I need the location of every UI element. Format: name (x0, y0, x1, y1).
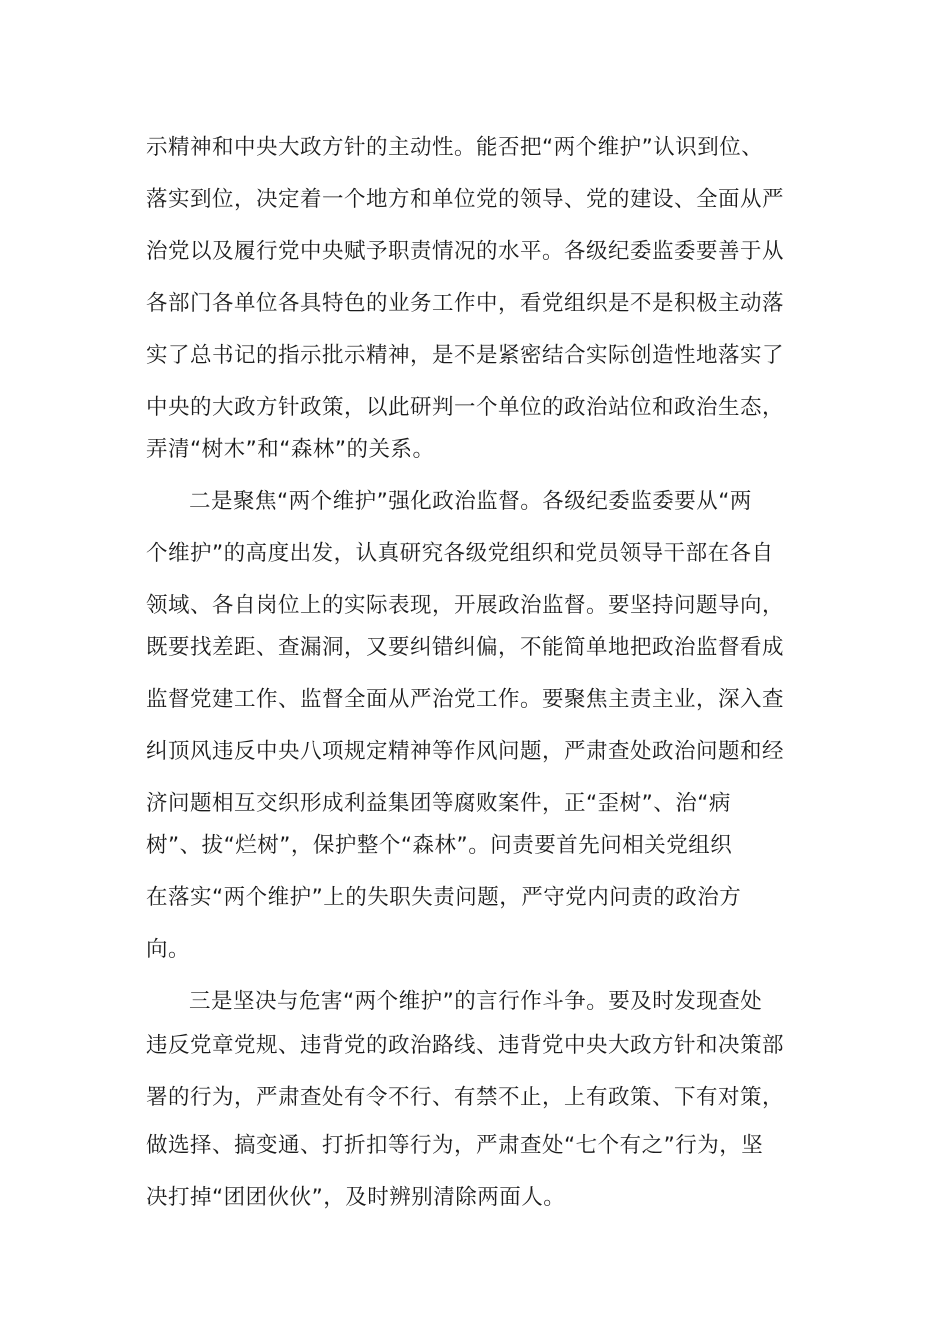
text-line: 济问题相互交织形成利益集团等腐败案件，正“歪树”、治“病 (146, 791, 731, 816)
text-line: 向。 (146, 937, 191, 962)
text-line: 二是聚焦“两个维护”强化政治监督。各级纪委监委要从“两 (189, 489, 752, 514)
text-line: 中央的大政方针政策，以此研判一个单位的政治站位和政治生态， (146, 395, 785, 420)
text-line: 署的行为，严肃查处有令不行、有禁不止，上有政策、下有对策， (146, 1085, 785, 1110)
text-line: 落实到位，决定着一个地方和单位党的领导、党的建设、全面从严 (146, 187, 785, 212)
text-line: 弄清“树木”和“森林”的关系。 (146, 437, 435, 462)
text-line: 实了总书记的指示批示精神，是不是紧密结合实际创造性地落实了 (146, 343, 785, 368)
text-line: 树”、拔“烂树”，保护整个“森林”。问责要首先问相关党组织 (146, 833, 733, 858)
text-line: 三是坚决与危害“两个维护”的言行作斗争。要及时发现查处 (189, 989, 763, 1014)
text-line: 决打掉“团团伙伙”，及时辨别清除两面人。 (146, 1185, 566, 1210)
text-line: 示精神和中央大政方针的主动性。能否把“两个维护”认识到位、 (146, 135, 764, 160)
text-line: 在落实“两个维护”上的失职失责问题，严守党内问责的政治方 (146, 885, 742, 910)
text-line: 领域、各自岗位上的实际表现，开展政治监督。要坚持问题导向， (146, 593, 785, 618)
text-line: 纠顶风违反中央八项规定精神等作风问题，严肃查处政治问题和经 (146, 739, 785, 764)
text-line: 各部门各单位各具特色的业务工作中，看党组织是不是积极主动落 (146, 291, 785, 316)
text-line: 既要找差距、查漏洞，又要纠错纠偏，不能简单地把政治监督看成 (146, 635, 785, 660)
text-line: 违反党章党规、违背党的政治路线、违背党中央大政方针和决策部 (146, 1033, 785, 1058)
text-line: 监督党建工作、监督全面从严治党工作。要聚焦主责主业，深入查 (146, 687, 785, 712)
text-line: 个维护”的高度出发，认真研究各级党组织和党员领导干部在各自 (146, 541, 774, 566)
text-line: 做选择、搞变通、打折扣等行为，严肃查处“七个有之”行为，坚 (146, 1133, 764, 1158)
text-line: 治党以及履行党中央赋予职责情况的水平。各级纪委监委要善于从 (146, 239, 785, 264)
